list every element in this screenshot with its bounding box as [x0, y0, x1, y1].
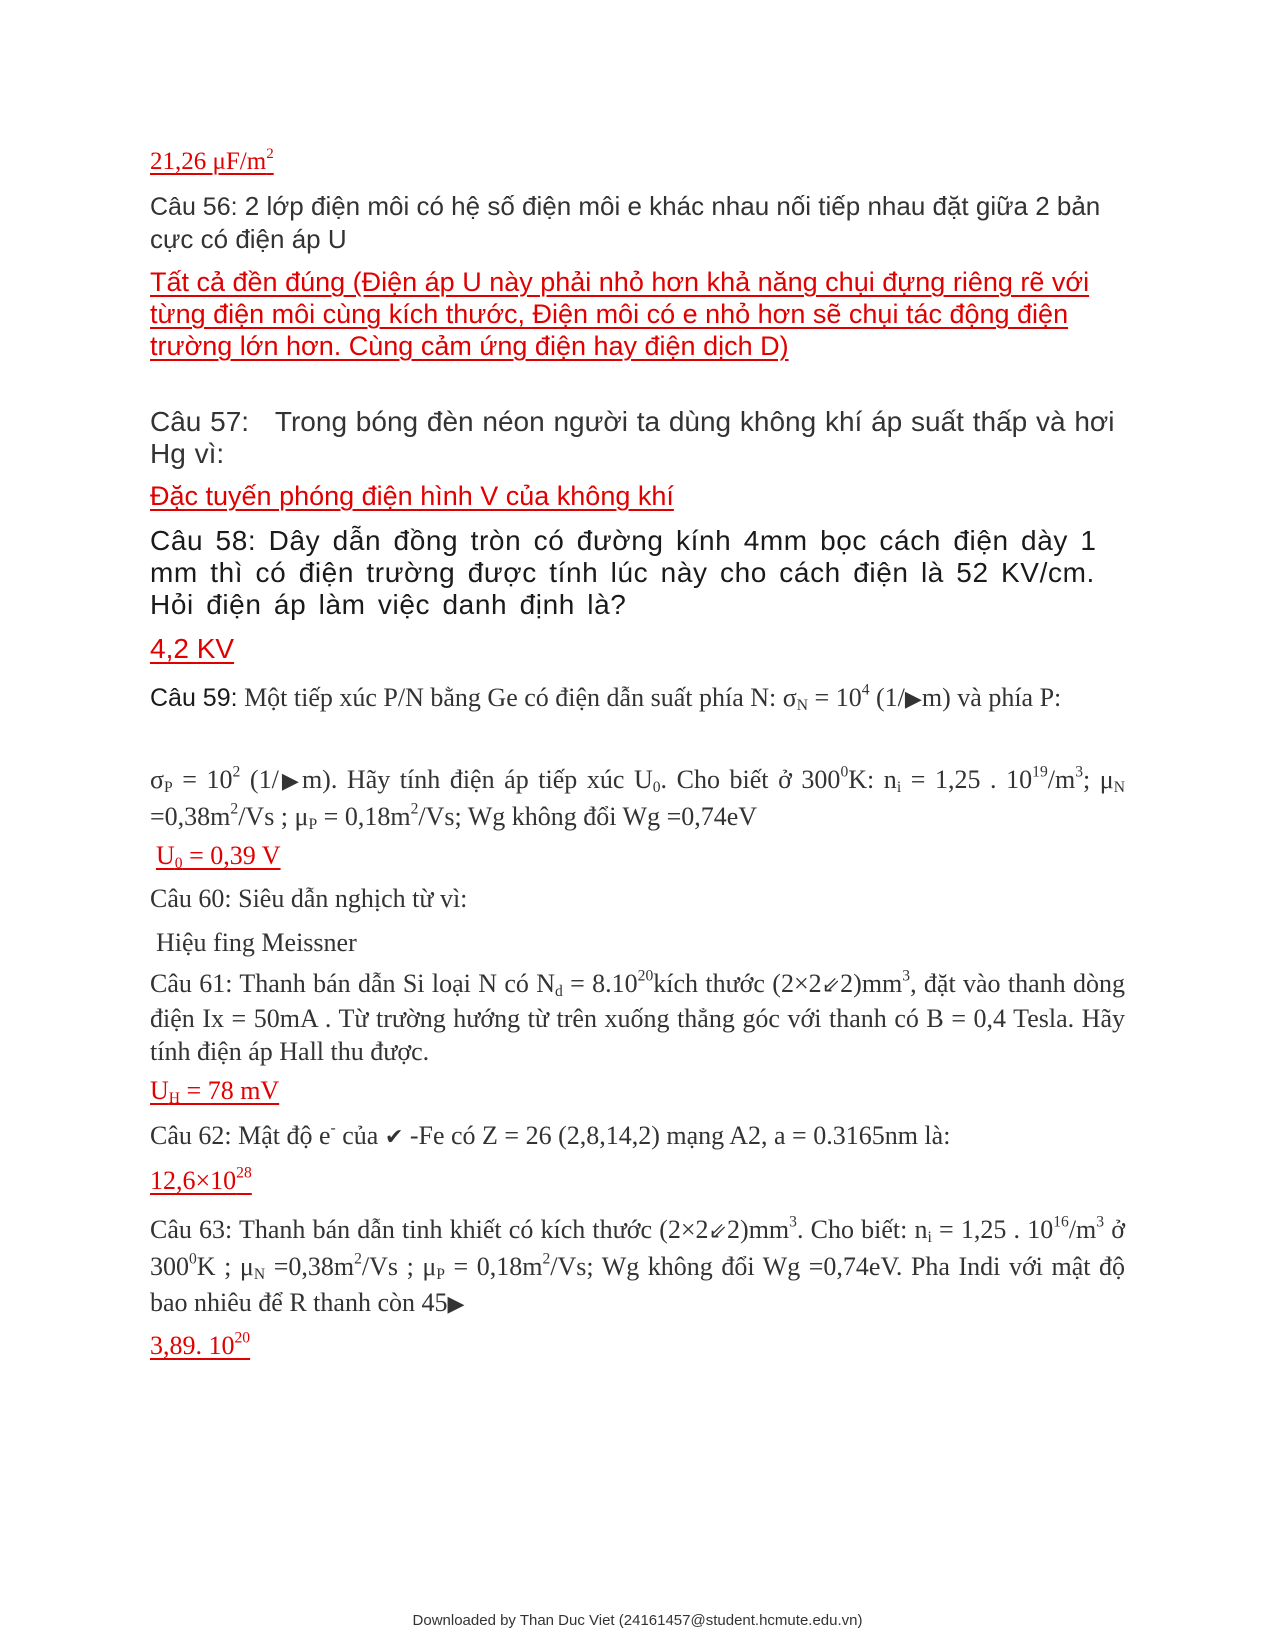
question-59-text: =0,38m — [150, 802, 231, 831]
answer-63 — [150, 1330, 1125, 1362]
superscript: - — [330, 1119, 336, 1137]
superscript: 28 — [236, 1164, 252, 1182]
question-59-text: /Vs ; — [238, 802, 295, 831]
superscript: 0 — [840, 763, 849, 781]
mu-symbol: μ — [294, 802, 309, 831]
question-59-text: = 0,18m — [317, 802, 411, 831]
superscript: 2 — [542, 1250, 551, 1268]
question-59-text: (1/ — [869, 683, 905, 712]
answer-60 — [156, 927, 1131, 959]
question-56-text: 2 lớp điện môi có hệ số điện môi e khác nhau nối tiếp nhau đặt giữa 2 bản cực có điện áp U — [150, 191, 1101, 254]
superscript: 3 — [789, 1213, 797, 1231]
question-59-text: (1/ — [240, 765, 279, 794]
question-59-text: = 10 — [172, 765, 233, 794]
question-62-text: của — [335, 1121, 385, 1150]
question-63 — [150, 1212, 1125, 1322]
question-63-text: =0,38m — [265, 1252, 355, 1281]
superscript: 2 — [232, 763, 241, 781]
question-59-text: K: n — [848, 765, 897, 794]
subscript: N — [253, 1265, 266, 1283]
subscript: P — [436, 1265, 445, 1283]
mu-symbol: μ — [422, 1252, 437, 1281]
question-59-text: /Vs; Wg không đổi Wg =0,74eV — [418, 802, 758, 831]
ohm-glyph-icon: ▶ — [904, 686, 922, 712]
subscript: H — [168, 1089, 181, 1107]
superscript: 3 — [1096, 1213, 1105, 1231]
superscript: 2 — [230, 800, 239, 818]
question-59-text: /m — [1047, 765, 1076, 794]
answer-61-text: = 78 mV — [180, 1076, 280, 1105]
answer-62-text: 12,6×10 — [150, 1166, 237, 1195]
answer-61 — [150, 1075, 1125, 1107]
question-57-label: Câu 57: — [150, 406, 250, 437]
sigma-symbol: σ — [150, 765, 165, 794]
answer-57-text: Đặc tuyến phóng điện hình V của không khí — [150, 481, 674, 511]
question-61-text: kích thước (2×2 — [653, 969, 822, 998]
superscript: 2 — [354, 1250, 362, 1268]
question-63-text: . Cho biết: n — [796, 1215, 928, 1244]
question-59-text: . Cho biết ở 300 — [660, 765, 841, 794]
question-61-text: 2)mm — [840, 969, 903, 998]
question-61 — [150, 967, 1125, 1068]
question-62-text: -Fe có Z = 26 (2,8,14,2) mạng A2, a = 0.3165nm là: — [403, 1121, 951, 1150]
subscript: P — [164, 778, 173, 796]
subscript: d — [555, 982, 563, 1000]
question-61-text: = 8.10 — [562, 969, 638, 998]
question-59 — [150, 680, 1125, 717]
question-63-text: /m — [1068, 1215, 1097, 1244]
times-glyph-icon: ⇙ — [821, 972, 841, 998]
question-59-text: m). Hãy tính điện áp tiếp xúc U — [301, 765, 653, 794]
answer-55-text: 21,26 μF/m — [150, 148, 267, 175]
answer-63-text: 3,89. 10 — [150, 1331, 235, 1360]
question-61-text: Câu 61: Thanh bán dẫn Si loại N có N — [150, 969, 555, 998]
superscript: 20 — [234, 1329, 251, 1347]
question-59-text: ; — [1082, 765, 1100, 794]
question-59-text: Một tiếp xúc P/N bằng Ge có điện dẫn suất phía N: — [237, 683, 783, 712]
question-59-text: = 1,25 . 10 — [901, 765, 1033, 794]
question-57-text: Trong bóng đèn néon người ta dùng không khí áp suất thấp và hơi Hg vì: — [150, 406, 1115, 469]
subscript: 0 — [652, 778, 661, 796]
question-60-text: Câu 60: Siêu dẫn nghịch từ vì: — [150, 884, 468, 913]
subscript: N — [1113, 778, 1126, 796]
question-63-text: ở 300 — [150, 1215, 1125, 1281]
answer-62 — [150, 1165, 1125, 1197]
answer-59 — [156, 840, 1131, 872]
superscript: 3 — [1075, 763, 1083, 781]
question-59-label: Câu 59: — [150, 684, 238, 712]
ohm-glyph-icon: ▶ — [447, 1291, 465, 1317]
answer-61-text: U — [150, 1076, 169, 1105]
answer-58-text: 4,2 KV — [150, 633, 235, 664]
question-63-text: = 0,18m — [444, 1252, 543, 1281]
question-63-text: /Vs; Wg không đổi Wg =0,74eV. Pha Indi với mật độ bao nhiêu để R thanh còn 45 — [150, 1252, 1126, 1317]
question-56-label: Câu 56: — [150, 193, 238, 221]
answer-59-text: = 0,39 V — [182, 841, 281, 870]
question-58 — [150, 525, 1125, 621]
ohm-glyph-icon: ▶ — [278, 768, 302, 794]
question-63-text: Câu 63: Thanh bán dẫn tinh khiết có kích thước (2×2 — [150, 1215, 709, 1244]
question-62 — [150, 1120, 1125, 1153]
answer-58 — [150, 633, 1125, 665]
superscript: 16 — [1053, 1213, 1069, 1231]
question-61-text: , đặt vào thanh dòng điện Ix = 50mA . Từ trường hướng từ trên xuống thẳng góc với thanh có B = 0,4 Tesla. Hãy tính điện áp Hall thu được. — [150, 969, 1126, 1066]
question-63-text: = 1,25 . 10 — [931, 1215, 1054, 1244]
subscript: i — [896, 778, 902, 796]
subscript: N — [796, 696, 809, 714]
question-56 — [150, 190, 1125, 255]
superscript: 0 — [189, 1250, 197, 1268]
question-57 — [150, 406, 1125, 470]
question-60 — [150, 883, 1125, 915]
answer-55-exp: 2 — [266, 145, 274, 162]
subscript: 0 — [174, 854, 183, 872]
question-63-text: 2)mm — [727, 1215, 790, 1244]
answer-59-text: U — [156, 841, 175, 870]
superscript: 4 — [861, 681, 870, 699]
question-59-data — [150, 762, 1125, 835]
superscript: 2 — [410, 800, 419, 818]
answer-57 — [150, 480, 1125, 512]
answer-60-text: Hiệu fing Meissner — [156, 928, 357, 957]
sigma-symbol: σ — [782, 683, 797, 712]
question-63-text: /Vs ; — [361, 1252, 423, 1281]
footer-text: Downloaded by Than Duc Viet (24161457@student.hcmute.edu.vn) — [412, 1612, 863, 1629]
question-59-text: = 10 — [808, 683, 862, 712]
subscript: P — [308, 815, 318, 833]
answer-56-text: Tất cả đền đúng (Điện áp U này phải nhỏ hơn khả năng chụi đựng riêng rẽ với từng điện môi cùng kích thước, Điện môi có e nhỏ hơn sẽ chụi tác động điện trường lớn hơn. Cùng cảm ứng điện hay điện dịch D) — [150, 267, 1090, 361]
superscript: 19 — [1032, 763, 1048, 781]
download-footer — [0, 1612, 1275, 1629]
times-glyph-icon: ⇙ — [708, 1218, 728, 1244]
mu-symbol: μ — [239, 1252, 254, 1281]
question-63-text: K ; — [196, 1252, 240, 1281]
question-59-text: m) và phía P: — [921, 683, 1062, 712]
question-58-text: Dây dẫn đồng tròn có đường kính 4mm bọc cách điện dày 1 mm thì có điện trường được tính lúc này cho cách điện là 52 KV/cm. Hỏi điện áp làm việc danh định là? — [150, 525, 1097, 620]
question-58-label: Câu 58: — [150, 525, 257, 556]
answer-55 — [150, 146, 1125, 178]
superscript: 20 — [637, 967, 654, 985]
answer-56 — [150, 266, 1125, 362]
alpha-glyph-icon: ✔ — [384, 1124, 404, 1150]
question-62-text: Câu 62: Mật độ e — [150, 1121, 331, 1150]
mu-symbol: μ — [1099, 765, 1114, 794]
superscript: 3 — [902, 967, 911, 985]
subscript: i — [927, 1228, 932, 1246]
